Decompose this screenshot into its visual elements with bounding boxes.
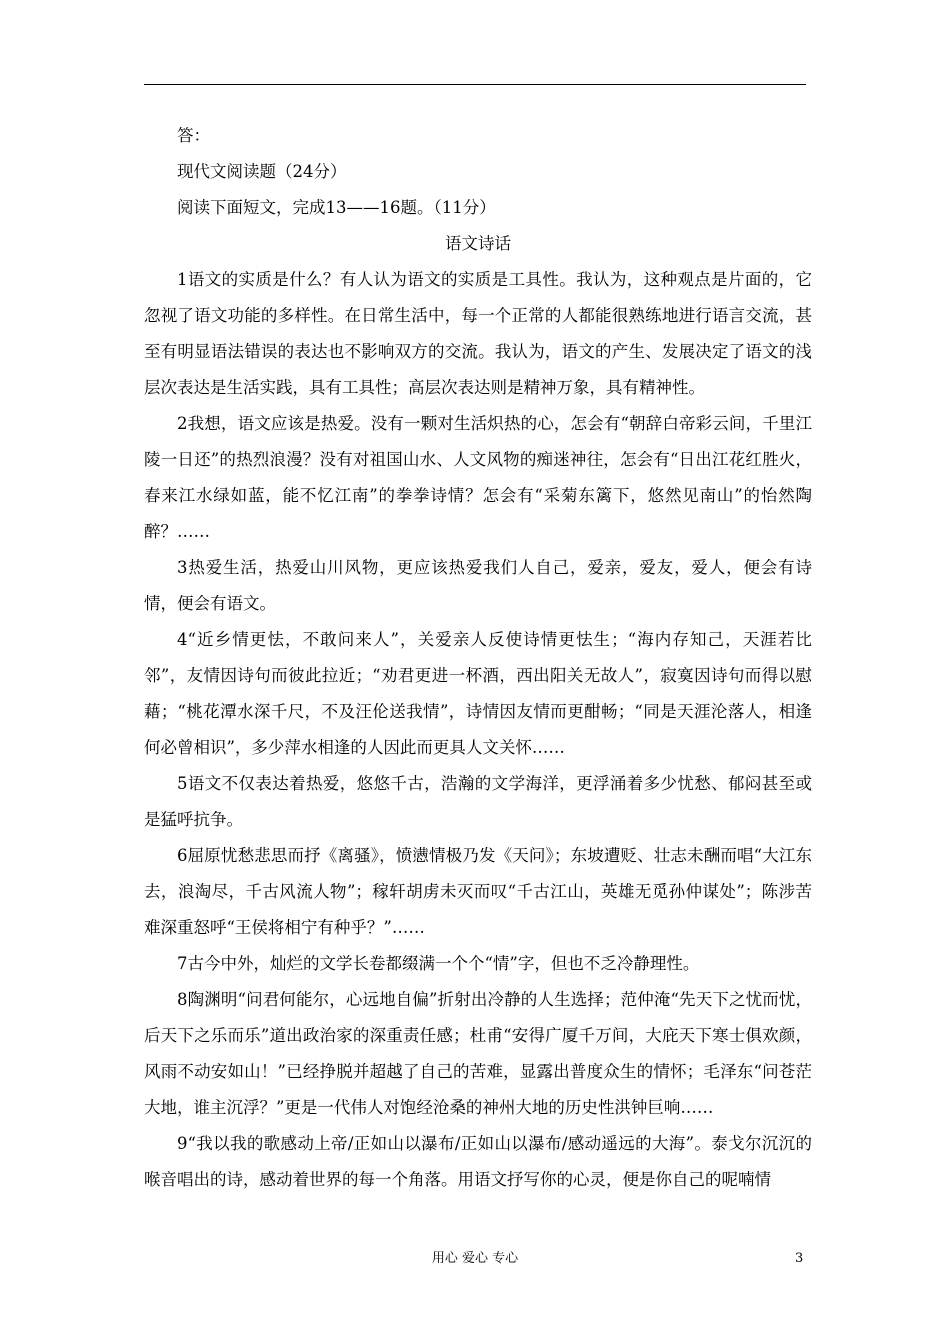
paragraph-2: 2我想，语文应该是热爱。没有一颗对生活炽热的心，怎会有“朝辞白帝彩云间，千里江陵一日还”的热烈浪漫？没有对祖国山水、人文风物的痴迷神往，怎会有“日出江花红胜火，春来江水绿如蓝，能不忆江南”的拳拳诗情？怎会有“采菊东篱下，悠然见南山”的怡然陶醉？……	[144, 414, 812, 541]
paragraph-9: 9“我以我的歌感动上帝/正如山以瀑布/正如山以瀑布/感动遥远的大海”。泰戈尔沉沉的喉音唱出的诗，感动着世界的每一个角落。用语文抒写你的心灵，便是你自己的呢喃情	[144, 1134, 812, 1189]
section-heading: 现代文阅读题（24分）	[177, 162, 347, 181]
paragraph-3: 3热爱生活，热爱山川风物，更应该热爱我们人自己，爱亲，爱友，爱人，便会有诗情，便会有语文。	[144, 558, 812, 613]
paragraph-6: 6屈原忧愁悲思而抒《离骚》，愤懑情极乃发《天问》；东坡遭贬、壮志未酬而唱“大江东去，浪淘尽，千古风流人物”；稼轩胡虏未灭而叹“千古江山，英雄无觅孙仲谋处”；陈涉苦难深重怒呼“王侯将相宁有种乎？”……	[144, 846, 812, 937]
instruction: 阅读下面短文，完成13——16题。（11分）	[177, 198, 496, 217]
paragraph-8: 8陶渊明“问君何能尔，心远地自偏”折射出冷静的人生选择；范仲淹“先天下之忧而忧，后天下之乐而乐”道出政治家的深重责任感；杜甫“安得广厦千万间，大庇天下寒士俱欢颜，风雨不动安如山！”已经挣脱并超越了自己的苦难，显露出普度众生的情怀；毛泽东“问苍茫大地，谁主沉浮？”更是一代伟人对饱经沧桑的神州大地的历史性洪钟巨响……	[144, 990, 812, 1117]
page-content	[144, 118, 812, 1198]
footer-text: 用心 爱心 专心	[431, 1251, 519, 1266]
paragraph-4: 4“近乡情更怯，不敢问来人”，关爱亲人反使诗情更怯生；“海内存知己，天涯若比邻”，友情因诗句而彼此拉近；“劝君更进一杯酒，西出阳关无故人”，寂寞因诗句而得以慰藉；“桃花潭水深千尺，不及汪伦送我情”，诗情因友情而更酣畅；“同是天涯沦落人，相逢何必曾相识”，多少萍水相逢的人因此而更具人文关怀……	[144, 630, 812, 757]
paragraph-5: 5语文不仅表达着热爱，悠悠千古，浩瀚的文学海洋，更浮涌着多少忧愁、郁闷甚至或是猛呼抗争。	[144, 774, 812, 829]
answer-label: 答：	[177, 126, 210, 145]
page-number: 3	[795, 1251, 804, 1266]
paragraph-1: 1语文的实质是什么？有人认为语文的实质是工具性。我认为，这种观点是片面的，它忽视了语文功能的多样性。在日常生活中，每一个正常的人都能很熟练地进行语言交流，甚至有明显语法错误的表达也不影响双方的交流。我认为，语文的产生、发展决定了语文的浅层次表达是生活实践，具有工具性；高层次表达则是精神万象，具有精神性。	[144, 270, 812, 397]
paragraph-7: 7古今中外，灿烂的文学长卷都缀满一个个“情”字，但也不乏冷静理性。	[177, 954, 700, 973]
article-title: 语文诗话	[445, 234, 511, 253]
header-rule	[144, 84, 806, 85]
